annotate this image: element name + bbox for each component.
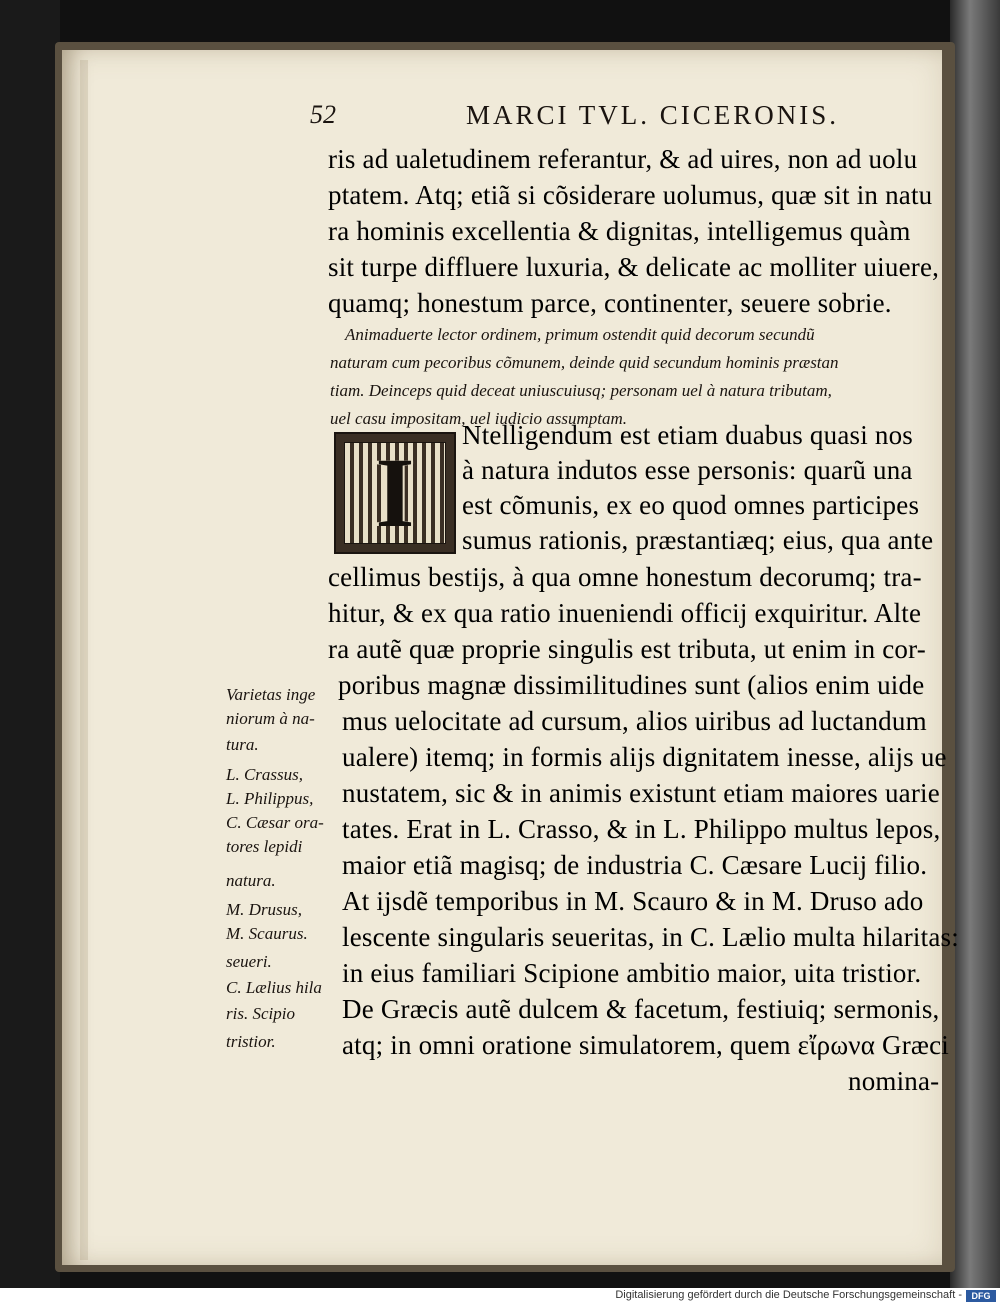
book-cover-board xyxy=(0,0,60,1288)
margin-note: tura. xyxy=(226,735,259,754)
body-line: ualere) itemq; in formis alijs dignitatem inesse, alijs ue xyxy=(342,742,947,772)
body-line: mus uelocitate ad cursum, alios uiribus ad luctandum xyxy=(342,706,927,736)
body-line: hitur, & ex qua ratio inueniendi officij exquiritur. Alte xyxy=(328,598,922,628)
page-number: 52 xyxy=(310,100,336,129)
body-line: ptatem. Atq; etiã si cõsiderare uolumus, quæ sit in natu xyxy=(328,180,933,210)
margin-note: M. Drusus, xyxy=(226,900,303,919)
dfg-logo: DFG xyxy=(966,1290,996,1302)
footer-credit: Digitalisierung gefördert durch die Deutsche Forschungsgemeinschaft - xyxy=(615,1289,962,1301)
body-line: atq; in omni oratione simulatorem, quem εἴρωνα Græci xyxy=(342,1030,949,1060)
book-spine-edge xyxy=(950,0,1000,1288)
body-line: tates. Erat in L. Crasso, & in L. Philippo multus lepos, xyxy=(342,814,941,844)
body-line: At ijsdẽ temporibus in M. Scauro & in M. Druso ado xyxy=(342,886,924,916)
margin-note: tores lepidi xyxy=(226,837,303,856)
margin-note: tristior. xyxy=(226,1032,276,1051)
margin-note: seueri. xyxy=(226,952,272,971)
margin-note: ris. Scipio xyxy=(226,1004,295,1023)
body-line: quamq; honestum parce, continenter, seuere sobrie. xyxy=(328,288,892,318)
margin-note: natura. xyxy=(226,871,276,890)
body-line: maior etiã magisq; de industria C. Cæsare Lucij filio. xyxy=(342,850,928,880)
body-line: Ntelligendum est etiam duabus quasi nos xyxy=(462,420,913,450)
annotation-line: tiam. Deinceps quid deceat uniuscuiusq; personam uel à natura tributam, xyxy=(330,381,832,400)
body-line: ris ad ualetudinem referantur, & ad uires, non ad uolu xyxy=(328,144,918,174)
body-line: à natura indutos esse personis: quarũ una xyxy=(462,455,913,485)
annotation-line: naturam cum pecoribus cõmunem, deinde quid secundum hominis præstan xyxy=(330,353,839,372)
body-line: in eius familiari Scipione ambitio maior, uita tristior. xyxy=(342,958,922,988)
margin-note: M. Scaurus. xyxy=(226,924,308,943)
annotation-line: uel casu impositam, uel iudicio assumptam. xyxy=(330,409,628,428)
annotation-line: Animaduerte lector ordinem, primum ostendit quid decorum secundũ xyxy=(345,325,815,344)
margin-note: L. Crassus, xyxy=(226,765,304,784)
body-line: sit turpe diffluere luxuria, & delicate ac molliter uiuere, xyxy=(328,252,940,282)
body-line: sumus rationis, præstantiæq; eius, qua ante xyxy=(462,525,934,555)
initial-letter: I xyxy=(375,437,415,548)
running-title: MARCI TVL. CICERONIS. xyxy=(466,100,840,130)
body-line: ra autẽ quæ proprie singulis est tributa, ut enim in cor- xyxy=(328,634,926,664)
body-line: lescente singularis seueritas, in C. Lælio multa hilaritas: xyxy=(342,922,959,952)
margin-note: L. Philippus, xyxy=(226,789,314,808)
body-line: De Græcis autẽ dulcem & facetum, festiuiq; sermonis, xyxy=(342,994,940,1024)
body-line: est cõmunis, ex eo quod omnes participes xyxy=(462,490,920,520)
catchword: nomina- xyxy=(848,1066,940,1096)
margin-note: Varietas inge xyxy=(226,685,316,704)
margin-note: C. Lælius hila xyxy=(226,978,322,997)
page-gutter xyxy=(80,60,88,1260)
margin-note: C. Cæsar ora- xyxy=(226,813,324,832)
body-line: ra hominis excellentia & dignitas, intelligemus quàm xyxy=(328,216,911,246)
margin-note: niorum à na- xyxy=(226,709,315,728)
body-line: nustatem, sic & in animis existunt etiam maiores uarie xyxy=(342,778,940,808)
decorated-initial xyxy=(334,432,456,554)
body-line: poribus magnæ dissimilitudines sunt (alios enim uide xyxy=(338,670,925,700)
body-line: cellimus bestijs, à qua omne honestum decorumq; tra- xyxy=(328,562,922,592)
